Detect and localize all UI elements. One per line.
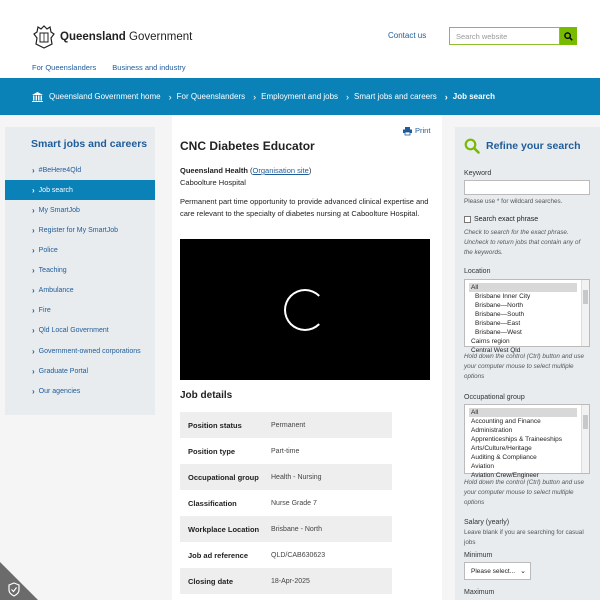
salary-help: Leave blank if you are searching for casual jobs xyxy=(464,529,584,546)
detail-label: Occupational group xyxy=(188,472,259,482)
search-input[interactable]: Search website xyxy=(449,27,560,45)
exact-phrase-label: Search exact phrase xyxy=(474,216,539,223)
chevron-right-icon: › xyxy=(32,366,35,376)
sidebar-item-fire[interactable]: › Fire xyxy=(32,305,51,315)
list-item[interactable]: Central West Qld xyxy=(471,347,521,354)
scrollbar-thumb[interactable] xyxy=(583,415,588,429)
logo-text: Queensland Government xyxy=(60,31,193,43)
detail-value: Permanent xyxy=(271,421,306,429)
shield-check-icon[interactable] xyxy=(0,562,38,600)
site-header xyxy=(0,0,600,78)
job-description: Permanent part time opportunity to provide advanced clinical expertise and care relevant to the specialty of diabetes nursing at Caboolture Hospital. xyxy=(180,197,429,218)
list-item[interactable]: Cairns region xyxy=(471,338,510,345)
list-item[interactable]: Accounting and Finance xyxy=(471,418,541,425)
chevron-down-icon: ⌄ xyxy=(520,568,526,575)
detail-label: Classification xyxy=(188,498,237,508)
sidebar-item-graduate-portal[interactable]: › Graduate Portal xyxy=(32,366,89,376)
sidebar-item-our-agencies[interactable]: › Our agencies xyxy=(32,386,81,396)
detail-label: Workplace Location xyxy=(188,524,260,534)
list-item[interactable]: Brisbane—West xyxy=(475,329,522,336)
detail-value: Nurse Grade 7 xyxy=(271,499,317,507)
video-player[interactable] xyxy=(180,239,430,380)
chevron-right-icon: › xyxy=(32,325,35,335)
organisation-info: Queensland Health (Organisation site) Caboolture Hospital xyxy=(180,166,312,187)
breadcrumb-home[interactable]: Queensland Government home xyxy=(32,92,161,102)
table-row xyxy=(180,490,392,516)
location-scrollbar[interactable] xyxy=(581,280,589,346)
chevron-right-icon: › xyxy=(32,346,35,356)
table-row xyxy=(180,516,392,542)
chevron-right-icon: › xyxy=(32,285,35,295)
list-item[interactable]: Brisbane—North xyxy=(475,302,524,309)
table-row xyxy=(180,412,392,438)
chevron-right-icon: › xyxy=(32,165,35,175)
table-row xyxy=(180,542,392,568)
sidebar-nav xyxy=(5,127,155,415)
qld-government-logo[interactable] xyxy=(32,24,192,50)
list-item[interactable]: All xyxy=(469,408,577,417)
chevron-right-icon: › xyxy=(32,205,35,215)
breadcrumb-job-search: › Job search xyxy=(444,91,495,102)
chevron-right-icon: › xyxy=(32,305,35,315)
breadcrumb-employment[interactable]: › Employment and jobs xyxy=(253,91,339,102)
chevron-right-icon: › xyxy=(168,91,172,102)
list-item[interactable]: Aviation Crew/Engineer xyxy=(471,472,539,479)
loading-spinner-icon xyxy=(284,289,326,331)
occupational-group-help: Hold down the control (Ctrl) button and use your computer mouse to select multiple options xyxy=(464,479,585,506)
detail-value: Part-time xyxy=(271,447,300,455)
table-row xyxy=(180,568,392,594)
detail-value: QLD/CAB630623 xyxy=(271,551,326,559)
job-details-table xyxy=(180,412,392,594)
top-link-business-industry[interactable]: Business and industry xyxy=(112,63,186,72)
list-item[interactable]: Brisbane—South xyxy=(475,311,525,318)
breadcrumb xyxy=(0,78,600,115)
home-icon xyxy=(32,92,43,102)
detail-label: Position type xyxy=(188,446,236,456)
list-item[interactable]: Brisbane Inner City xyxy=(475,293,531,300)
keyword-label: Keyword xyxy=(464,170,492,177)
detail-label: Closing date xyxy=(188,576,234,586)
location-listbox[interactable] xyxy=(464,279,590,354)
top-nav xyxy=(32,63,200,72)
minimum-label: Minimum xyxy=(464,552,493,559)
organisation-name: Queensland Health xyxy=(180,166,248,175)
location-label: Location xyxy=(464,268,491,275)
minimum-salary-select[interactable] xyxy=(464,562,531,580)
scrollbar-thumb[interactable] xyxy=(583,290,588,304)
chevron-right-icon: › xyxy=(32,185,35,195)
sidebar-item-behere4qld[interactable]: › #BeHere4Qld xyxy=(32,165,82,175)
sidebar-item-goc[interactable]: › Government-owned corporations xyxy=(32,346,141,356)
chevron-right-icon: › xyxy=(32,245,35,255)
coat-of-arms-icon xyxy=(32,24,56,50)
search-icon xyxy=(464,138,480,154)
sidebar-item-local-government[interactable]: › Qld Local Government xyxy=(32,325,109,335)
list-item[interactable]: Apprenticeships & Traineeships xyxy=(471,436,563,443)
top-link-for-queenslanders[interactable]: For Queenslanders xyxy=(32,63,97,72)
sidebar-title[interactable]: Smart jobs and careers xyxy=(31,138,148,150)
exact-phrase-option[interactable] xyxy=(464,216,538,223)
keyword-input[interactable] xyxy=(464,180,590,195)
detail-value: Health - Nursing xyxy=(271,473,322,481)
keyword-help: Please use * for wildcard searches. xyxy=(464,198,563,205)
sidebar-item-ambulance[interactable]: › Ambulance xyxy=(32,285,74,295)
job-details-heading: Job details xyxy=(180,390,233,401)
table-row xyxy=(180,438,392,464)
chevron-right-icon: › xyxy=(444,91,448,102)
occupational-group-listbox[interactable] xyxy=(464,404,590,479)
sidebar-item-register[interactable]: › Register for My SmartJob xyxy=(32,225,119,235)
search-button[interactable] xyxy=(560,27,577,45)
chevron-right-icon: › xyxy=(253,91,257,102)
breadcrumb-smart-jobs[interactable]: › Smart jobs and careers xyxy=(346,91,437,102)
chevron-right-icon: › xyxy=(32,386,35,396)
exact-phrase-help: Check to search for the exact phrase. Uncheck to return jobs that contain any of the keywords. xyxy=(464,229,581,256)
detail-value: 18-Apr-2025 xyxy=(271,577,310,585)
refine-search-header xyxy=(464,138,581,154)
breadcrumb-for-queenslanders[interactable]: › For Queenslanders xyxy=(168,91,246,102)
chevron-right-icon: › xyxy=(346,91,350,102)
detail-value: Brisbane - North xyxy=(271,525,322,533)
chevron-right-icon: › xyxy=(32,225,35,235)
detail-label: Position status xyxy=(188,420,242,430)
minimum-salary-value: Please select... xyxy=(471,567,516,575)
list-item[interactable]: Arts/Culture/Heritage xyxy=(471,445,532,452)
list-item[interactable]: Brisbane—East xyxy=(475,320,521,327)
printer-icon xyxy=(403,127,412,135)
list-item[interactable]: All xyxy=(469,283,577,292)
salary-label: Salary (yearly) xyxy=(464,519,510,526)
sidebar-item-teaching[interactable]: › Teaching xyxy=(32,265,67,275)
print-button[interactable]: Print xyxy=(403,126,430,135)
chevron-right-icon: › xyxy=(32,265,35,275)
organisation-site-link[interactable]: Organisation site xyxy=(252,166,309,175)
sidebar-item-police[interactable]: › Police xyxy=(32,245,58,255)
occupational-group-label: Occupational group xyxy=(464,394,525,401)
job-location: Caboolture Hospital xyxy=(180,178,246,187)
refine-search-title: Refine your search xyxy=(486,140,581,152)
detail-label: Job ad reference xyxy=(188,550,249,560)
search-icon xyxy=(564,32,573,41)
location-help: Hold down the control (Ctrl) button and use your computer mouse to select multiple options xyxy=(464,353,585,380)
maximum-label: Maximum xyxy=(464,589,495,596)
table-row xyxy=(180,464,392,490)
occupational-group-scrollbar[interactable] xyxy=(581,405,589,473)
list-item[interactable]: Aviation xyxy=(471,463,495,470)
exact-phrase-checkbox[interactable] xyxy=(464,216,471,223)
contact-us-link[interactable]: Contact us xyxy=(388,31,427,40)
list-item[interactable]: Administration xyxy=(471,427,513,434)
sidebar-item-my-smartjob[interactable]: › My SmartJob xyxy=(32,205,80,215)
sidebar-item-job-search[interactable]: › Job search xyxy=(5,180,155,200)
page-title: CNC Diabetes Educator xyxy=(180,139,315,153)
list-item[interactable]: Auditing & Compliance xyxy=(471,454,537,461)
